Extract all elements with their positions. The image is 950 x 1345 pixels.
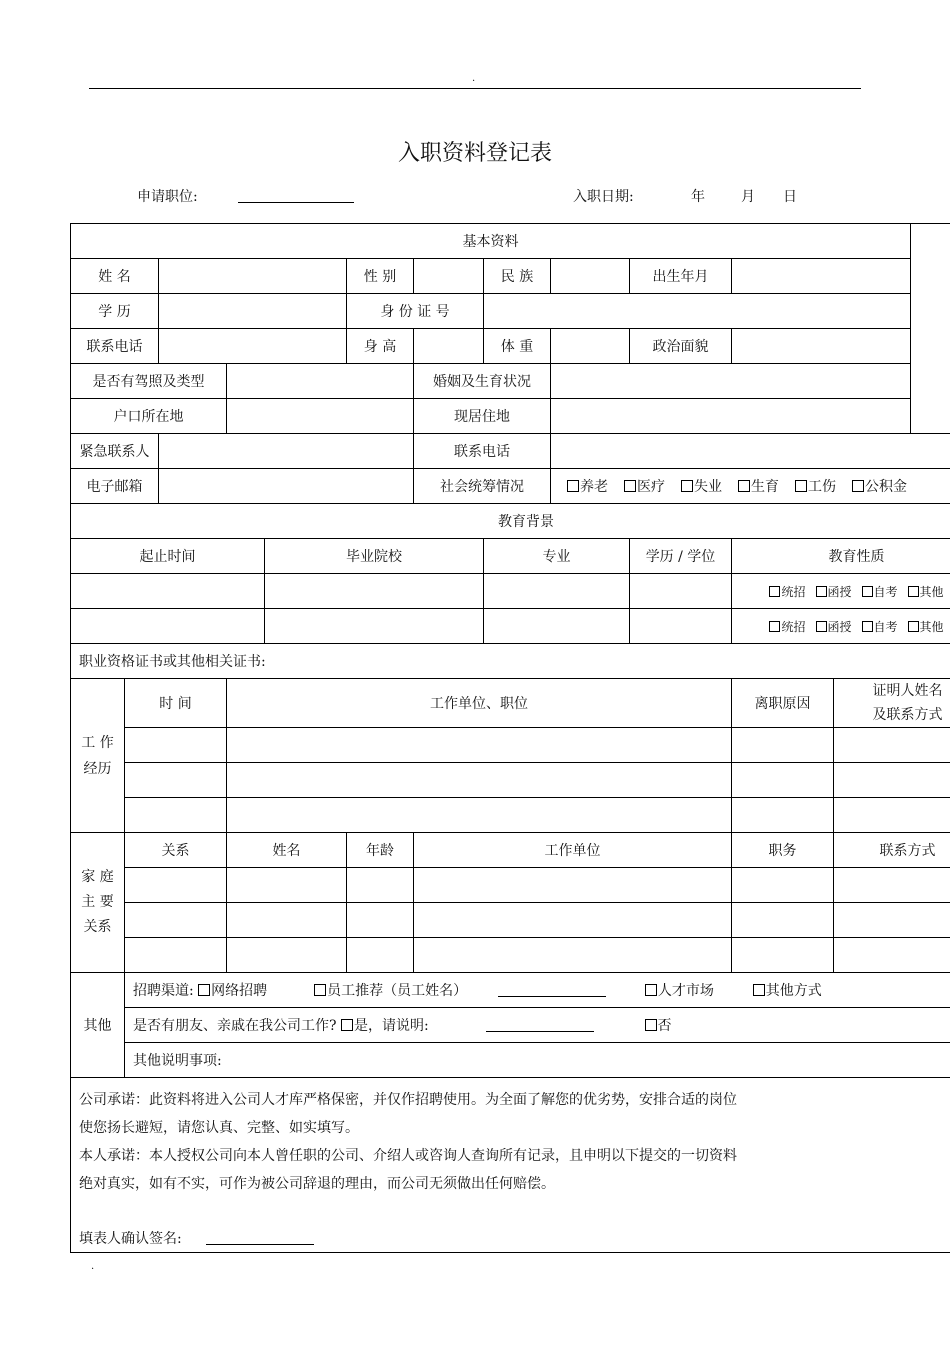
entry-date-month: 月 xyxy=(741,189,755,205)
checkbox-icon xyxy=(753,984,765,996)
family-name-field[interactable] xyxy=(227,903,347,938)
apply-position-field[interactable] xyxy=(238,202,354,203)
family-side-label xyxy=(71,833,125,973)
address-field[interactable] xyxy=(551,399,911,434)
emergency-phone-field[interactable] xyxy=(551,434,950,469)
birth-label: 出生年月 xyxy=(630,259,732,294)
self-promise-line2: 绝对真实，如有不实，可作为被公司辞退的理由，而公司无须做出任何赔偿。 xyxy=(79,1176,555,1192)
checkbox-icon xyxy=(769,586,780,597)
hukou-label: 户口所在地 xyxy=(71,399,227,434)
edu-nature-fulltime-checkbox[interactable]: 统招 xyxy=(769,618,805,635)
address-label: 现居住地 xyxy=(414,399,551,434)
family-relation-field[interactable] xyxy=(125,938,227,973)
checkbox-icon xyxy=(567,480,579,492)
weight-field[interactable] xyxy=(551,329,630,364)
photo-area[interactable] xyxy=(911,224,950,434)
birth-field[interactable] xyxy=(732,259,911,294)
relatives-explain-field[interactable] xyxy=(486,1017,594,1032)
checkbox-icon xyxy=(769,621,780,632)
family-age-field[interactable] xyxy=(347,903,414,938)
company-promise-line1: 公司承诺：此资料将进入公司人才库严格保密，并仅作招聘使用。为全面了解您的优劣势，安排合适的岗位 xyxy=(79,1092,737,1108)
edu-nature-other-checkbox[interactable]: 其他 xyxy=(908,618,944,635)
family-side-label-line2: 主 要 xyxy=(81,894,114,910)
company-promise-line2: 使您扬长避短，请您认真、完整、如实填写。 xyxy=(79,1120,359,1136)
license-field[interactable] xyxy=(227,364,414,399)
email-label: 电子邮箱 xyxy=(71,469,159,504)
family-position-field[interactable] xyxy=(732,868,834,903)
edu-nature-correspondence-checkbox[interactable]: 函授 xyxy=(816,618,852,635)
family-position-field[interactable] xyxy=(732,938,834,973)
checkbox-icon xyxy=(645,984,657,996)
edu-header-nature: 教育性质 xyxy=(732,539,950,574)
work-header-time: 时 间 xyxy=(125,679,227,728)
work-header-reason: 离职原因 xyxy=(732,679,834,728)
checkbox-icon xyxy=(681,480,693,492)
work-time-field[interactable] xyxy=(125,728,227,763)
checkbox-icon xyxy=(341,1019,353,1031)
height-label: 身 高 xyxy=(347,329,414,364)
form-title: 入职资料登记表 xyxy=(397,141,552,166)
work-reference-field[interactable] xyxy=(834,798,950,833)
ethnicity-label: 民 族 xyxy=(484,259,551,294)
hukou-field[interactable] xyxy=(227,399,414,434)
insurance-unemployment-checkbox[interactable]: 失业 xyxy=(681,476,722,496)
checkbox-icon xyxy=(862,621,873,632)
header-rule xyxy=(89,88,861,89)
checkbox-icon xyxy=(738,480,750,492)
checkbox-icon xyxy=(624,480,636,492)
checkbox-icon xyxy=(795,480,807,492)
work-reason-field[interactable] xyxy=(732,728,834,763)
insurance-options xyxy=(551,469,950,504)
insurance-injury-checkbox[interactable]: 工伤 xyxy=(795,476,836,496)
phone-field[interactable] xyxy=(159,329,347,364)
family-company-field[interactable] xyxy=(414,938,732,973)
relatives-yes-checkbox[interactable]: 是，请说明: xyxy=(341,1018,429,1034)
edu-period-field[interactable] xyxy=(71,609,265,644)
work-header-reference-line1: 证明人姓名 xyxy=(872,683,943,699)
height-field[interactable] xyxy=(414,329,484,364)
work-time-field[interactable] xyxy=(125,798,227,833)
emergency-contact-field[interactable] xyxy=(159,434,414,469)
checkbox-icon xyxy=(198,984,210,996)
work-reason-field[interactable] xyxy=(732,763,834,798)
work-company-field[interactable] xyxy=(227,728,732,763)
family-name-field[interactable] xyxy=(227,938,347,973)
checkbox-icon xyxy=(816,586,827,597)
referral-name-field[interactable] xyxy=(498,982,606,997)
relatives-row xyxy=(125,1008,950,1043)
ethnicity-field[interactable] xyxy=(551,259,630,294)
phone-label: 联系电话 xyxy=(71,329,159,364)
id-number-field[interactable] xyxy=(484,294,911,329)
edu-nature-options xyxy=(732,609,950,644)
family-relation-field[interactable] xyxy=(125,903,227,938)
id-number-label: 身 份 证 号 xyxy=(347,294,484,329)
edu-header-major: 专业 xyxy=(484,539,630,574)
header-dot: . xyxy=(472,73,476,84)
work-reference-field[interactable] xyxy=(834,728,950,763)
family-relation-field[interactable] xyxy=(125,868,227,903)
recruit-channel-label: 招聘渠道: xyxy=(133,983,194,999)
education-level-field[interactable] xyxy=(159,294,347,329)
work-reference-field[interactable] xyxy=(834,763,950,798)
education-level-label: 学 历 xyxy=(71,294,159,329)
email-field[interactable] xyxy=(159,469,414,504)
edu-school-field[interactable] xyxy=(265,609,484,644)
family-position-field[interactable] xyxy=(732,903,834,938)
self-promise-line1: 本人承诺：本人授权公司向本人曾任职的公司、介绍人或咨询人查询所有记录，且申明以下提交的一切资料 xyxy=(79,1148,737,1164)
insurance-maternity-checkbox[interactable]: 生育 xyxy=(738,476,779,496)
recruit-channel-row xyxy=(125,973,950,1008)
family-header-position: 职务 xyxy=(732,833,834,868)
checkbox-icon xyxy=(314,984,326,996)
edu-nature-other-checkbox[interactable]: 其他 xyxy=(908,583,944,600)
work-side-label-line1: 工 作 xyxy=(81,734,114,751)
edu-major-field[interactable] xyxy=(484,574,630,609)
edu-period-field[interactable] xyxy=(71,574,265,609)
family-name-field[interactable] xyxy=(227,868,347,903)
political-field[interactable] xyxy=(732,329,911,364)
apply-position-label: 申请职位: xyxy=(137,189,198,205)
family-header-age: 年龄 xyxy=(347,833,414,868)
family-header-company: 工作单位 xyxy=(414,833,732,868)
work-time-field[interactable] xyxy=(125,763,227,798)
other-notes-field[interactable]: 其他说明事项: xyxy=(125,1043,950,1078)
checkbox-icon xyxy=(908,621,919,632)
entry-date-year: 年 xyxy=(691,189,705,205)
other-side-label: 其他 xyxy=(71,973,125,1078)
channel-online-checkbox[interactable]: 网络招聘 xyxy=(198,983,267,999)
edu-nature-selfstudy-checkbox[interactable]: 自考 xyxy=(862,583,898,600)
family-header-relation: 关系 xyxy=(125,833,227,868)
social-security-label: 社会统筹情况 xyxy=(414,469,551,504)
weight-label: 体 重 xyxy=(484,329,551,364)
work-company-field[interactable] xyxy=(227,798,732,833)
channel-other-checkbox[interactable]: 其他方式 xyxy=(753,983,822,999)
family-company-field[interactable] xyxy=(414,903,732,938)
work-header-reference-line2: 及联系方式 xyxy=(872,707,943,723)
work-side-label-line2: 经历 xyxy=(83,760,112,777)
marital-label: 婚姻及生育状况 xyxy=(414,364,551,399)
emergency-contact-label: 紧急联系人 xyxy=(71,434,159,469)
relatives-question: 是否有朋友、亲戚在我公司工作? xyxy=(133,1018,337,1034)
edu-nature-fulltime-checkbox[interactable]: 统招 xyxy=(769,583,805,600)
name-field[interactable] xyxy=(159,259,347,294)
insurance-pension-checkbox[interactable]: 养老 xyxy=(567,476,608,496)
name-label: 姓 名 xyxy=(71,259,159,294)
family-contact-field[interactable] xyxy=(834,868,950,903)
edu-nature-correspondence-checkbox[interactable]: 函授 xyxy=(816,583,852,600)
emergency-phone-label: 联系电话 xyxy=(414,434,551,469)
registration-form xyxy=(70,223,950,1253)
political-label: 政治面貌 xyxy=(630,329,732,364)
family-company-field[interactable] xyxy=(414,868,732,903)
family-header-contact: 联系方式 xyxy=(834,833,950,868)
insurance-housing-fund-checkbox[interactable]: 公积金 xyxy=(852,476,907,496)
edu-header-school: 毕业院校 xyxy=(265,539,484,574)
edu-school-field[interactable] xyxy=(265,574,484,609)
gender-label: 性 别 xyxy=(347,259,414,294)
family-side-label-line3: 关系 xyxy=(83,919,112,935)
channel-referral-checkbox[interactable]: 员工推荐（员工姓名） xyxy=(314,983,467,999)
checkbox-icon xyxy=(862,586,873,597)
checkbox-icon xyxy=(816,621,827,632)
education-section-title: 教育背景 xyxy=(71,504,950,539)
signature-field[interactable] xyxy=(206,1230,314,1245)
family-contact-field[interactable] xyxy=(834,938,950,973)
entry-date-label: 入职日期: xyxy=(573,189,634,205)
edu-degree-field[interactable] xyxy=(630,574,732,609)
edu-header-period: 起止时间 xyxy=(71,539,265,574)
edu-major-field[interactable] xyxy=(484,609,630,644)
license-label: 是否有驾照及类型 xyxy=(71,364,227,399)
checkbox-icon xyxy=(645,1019,657,1031)
channel-market-checkbox[interactable]: 人才市场 xyxy=(645,983,714,999)
checkbox-icon xyxy=(908,586,919,597)
work-side-label xyxy=(71,679,125,833)
footer-dot: . xyxy=(91,1261,95,1272)
work-reason-field[interactable] xyxy=(732,798,834,833)
gender-field[interactable] xyxy=(414,259,484,294)
edu-degree-field[interactable] xyxy=(630,609,732,644)
promise-section xyxy=(71,1078,950,1253)
edu-nature-selfstudy-checkbox[interactable]: 自考 xyxy=(862,618,898,635)
edu-nature-options xyxy=(732,574,950,609)
family-age-field[interactable] xyxy=(347,868,414,903)
insurance-medical-checkbox[interactable]: 医疗 xyxy=(624,476,665,496)
family-contact-field[interactable] xyxy=(834,903,950,938)
family-age-field[interactable] xyxy=(347,938,414,973)
work-company-field[interactable] xyxy=(227,763,732,798)
certificate-label[interactable]: 职业资格证书或其他相关证书: xyxy=(71,644,950,679)
relatives-no-checkbox[interactable]: 否 xyxy=(645,1018,672,1034)
work-header-reference xyxy=(834,679,950,728)
work-header-company: 工作单位、职位 xyxy=(227,679,732,728)
basic-section-title: 基本资料 xyxy=(71,224,911,259)
family-side-label-line1: 家 庭 xyxy=(81,869,114,885)
edu-header-degree: 学历 / 学位 xyxy=(630,539,732,574)
marital-field[interactable] xyxy=(551,364,911,399)
checkbox-icon xyxy=(852,480,864,492)
signature-label: 填表人确认签名: xyxy=(79,1231,182,1247)
entry-date-day: 日 xyxy=(783,189,797,205)
family-header-name: 姓名 xyxy=(227,833,347,868)
